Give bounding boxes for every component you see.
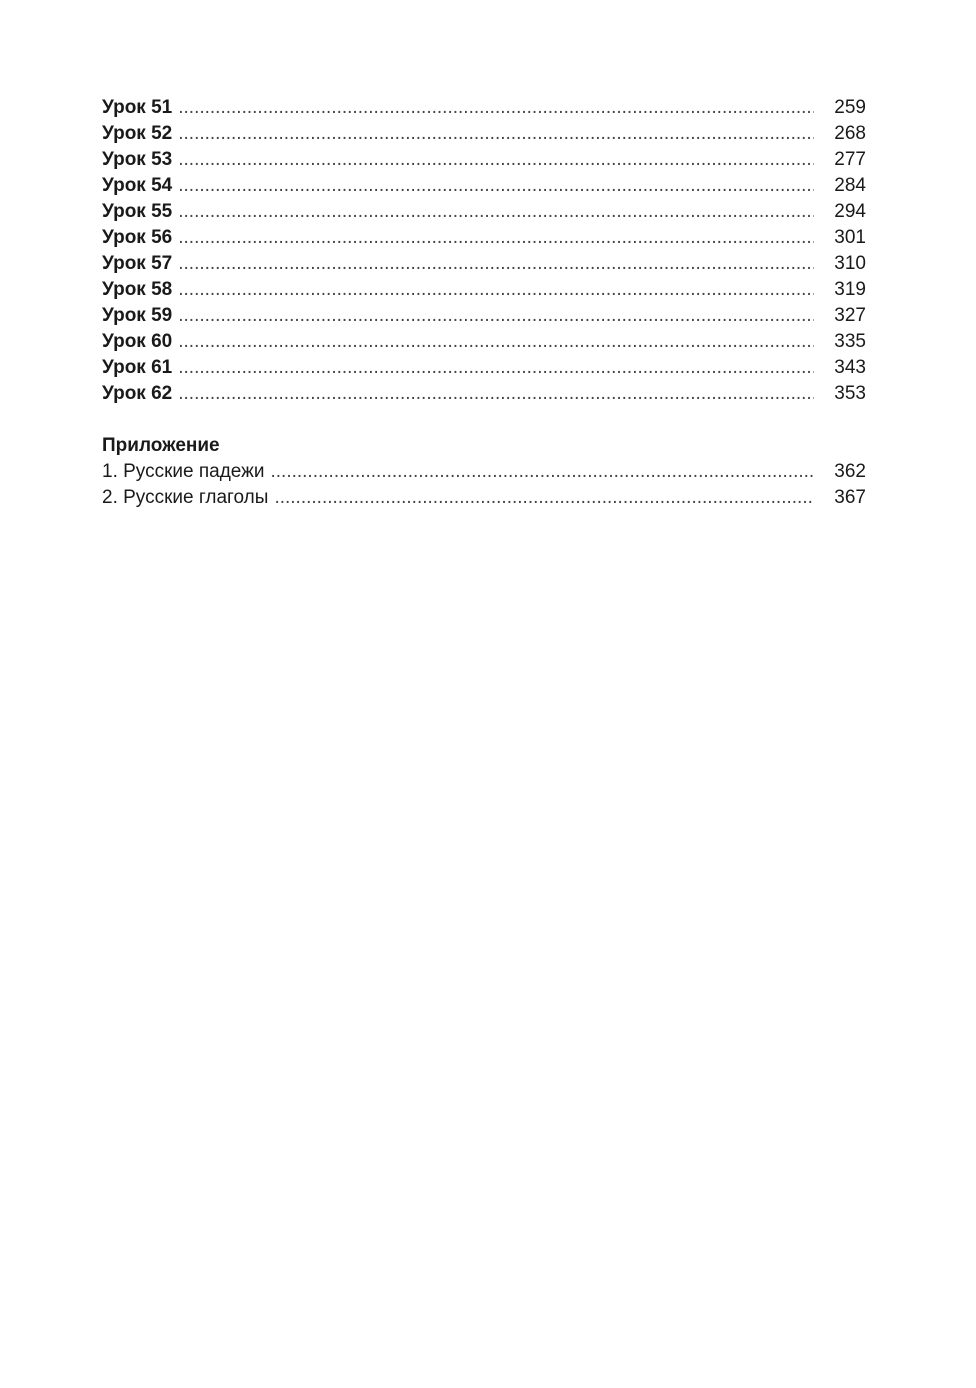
toc-entry-label: Урок 51	[102, 97, 173, 118]
toc-entry-label: 2. Русские глаголы	[102, 487, 269, 508]
dot-leader	[178, 303, 814, 329]
dot-leader	[178, 225, 814, 251]
toc-entry-lesson-54[interactable]	[102, 173, 866, 199]
toc-entry-page: 268	[834, 123, 866, 144]
toc-entry-lesson-57[interactable]	[102, 251, 866, 277]
toc-entry-label: Урок 58	[102, 279, 173, 300]
table-of-contents	[102, 95, 866, 511]
dot-leader	[178, 251, 814, 277]
toc-entry-lesson-52[interactable]	[102, 121, 866, 147]
dot-leader	[270, 459, 814, 485]
dot-leader	[178, 381, 814, 407]
toc-entry-lesson-60[interactable]	[102, 329, 866, 355]
toc-entry-label: Урок 56	[102, 227, 173, 248]
toc-entry-label: Урок 53	[102, 149, 173, 170]
dot-leader	[178, 199, 814, 225]
toc-entry-lesson-56[interactable]	[102, 225, 866, 251]
dot-leader	[178, 329, 814, 355]
toc-entry-label: Урок 59	[102, 305, 173, 326]
toc-entry-lesson-55[interactable]	[102, 199, 866, 225]
toc-entry-page: 284	[834, 175, 866, 196]
toc-entry-label: Урок 57	[102, 253, 173, 274]
dot-leader	[274, 485, 814, 511]
toc-entry-label: Урок 52	[102, 123, 173, 144]
toc-entry-lesson-59[interactable]	[102, 303, 866, 329]
toc-entry-appendix-2[interactable]	[102, 485, 866, 511]
toc-entry-lesson-61[interactable]	[102, 355, 866, 381]
toc-entry-page: 343	[834, 357, 866, 378]
toc-entry-page: 362	[834, 461, 866, 482]
toc-entry-lesson-58[interactable]	[102, 277, 866, 303]
toc-entry-page: 353	[834, 383, 866, 404]
toc-entry-page: 294	[834, 201, 866, 222]
dot-leader	[178, 173, 814, 199]
dot-leader	[178, 277, 814, 303]
toc-entry-page: 335	[834, 331, 866, 352]
toc-entry-label: Урок 62	[102, 383, 173, 404]
toc-entry-page: 319	[834, 279, 866, 300]
appendix-heading: Приложение	[102, 435, 220, 456]
toc-entry-appendix-1[interactable]	[102, 459, 866, 485]
toc-entry-page: 259	[834, 97, 866, 118]
toc-entry-label: Урок 60	[102, 331, 173, 352]
toc-entry-page: 327	[834, 305, 866, 326]
toc-entry-lesson-53[interactable]	[102, 147, 866, 173]
toc-entry-page: 310	[834, 253, 866, 274]
toc-entry-label: 1. Русские падежи	[102, 461, 265, 482]
toc-entry-label: Урок 55	[102, 201, 173, 222]
toc-entry-label: Урок 54	[102, 175, 173, 196]
toc-entry-lesson-62[interactable]	[102, 381, 866, 407]
dot-leader	[178, 147, 814, 173]
dot-leader	[178, 355, 814, 381]
toc-entry-lesson-51[interactable]	[102, 95, 866, 121]
dot-leader	[178, 121, 814, 147]
toc-entry-page: 277	[834, 149, 866, 170]
toc-entry-page: 301	[834, 227, 866, 248]
toc-entry-label: Урок 61	[102, 357, 173, 378]
dot-leader	[178, 95, 814, 121]
toc-entry-page: 367	[834, 487, 866, 508]
